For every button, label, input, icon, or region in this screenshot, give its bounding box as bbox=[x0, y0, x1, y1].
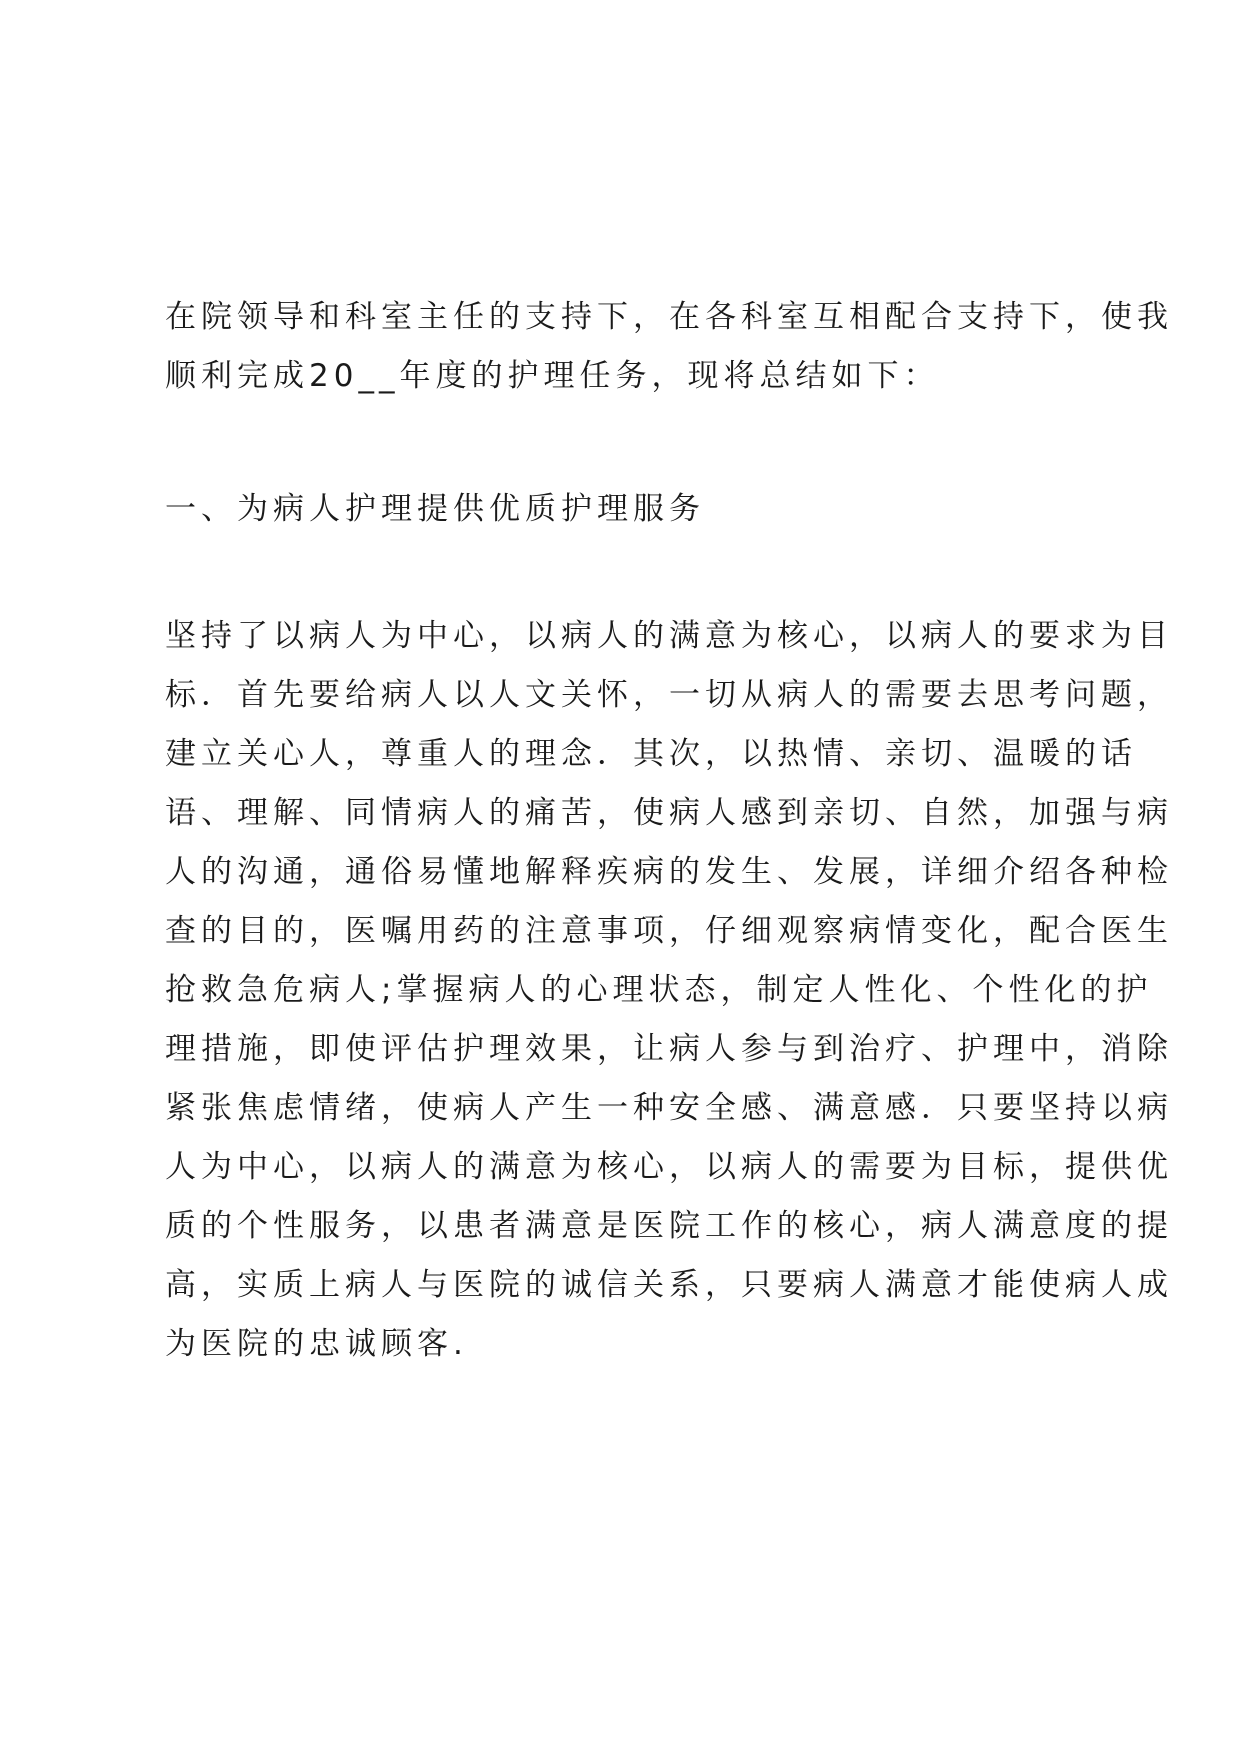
paragraph-line: 建立关心人，尊重人的理念．其次，以热情、亲切、温暖的话 bbox=[165, 736, 1137, 772]
section-heading-block bbox=[165, 480, 1095, 539]
paragraph-line: 标．首先要给病人以人文关怀，一切从病人的需要去思考问题， bbox=[165, 677, 1173, 713]
paragraph-line: 紧张焦虑情绪，使病人产生一种安全感、满意感．只要坚持以病 bbox=[165, 1090, 1173, 1126]
body-paragraph bbox=[165, 607, 1173, 1374]
paragraph-line: 理措施，即使评估护理效果，让病人参与到治疗、护理中，消除 bbox=[165, 1031, 1173, 1067]
paragraph-line: 高，实质上病人与医院的诚信关系，只要病人满意才能使病人成 bbox=[165, 1267, 1173, 1303]
paragraph-line: 抢救急危病人;掌握病人的心理状态，制定人性化、个性化的护 bbox=[165, 972, 1153, 1008]
paragraph-line: 坚持了以病人为中心，以病人的满意为核心，以病人的要求为目 bbox=[165, 618, 1173, 654]
paragraph-line: 在院领导和科室主任的支持下，在各科室互相配合支持下，使我 bbox=[165, 299, 1173, 335]
paragraph-line: 顺利完成20__年度的护理任务，现将总结如下： bbox=[165, 358, 940, 394]
intro-paragraph bbox=[165, 288, 1173, 406]
paragraph-line: 人为中心，以病人的满意为核心，以病人的需要为目标，提供优 bbox=[165, 1149, 1173, 1185]
paragraph-line: 人的沟通，通俗易懂地解释疾病的发生、发展，详细介绍各种检 bbox=[165, 854, 1173, 890]
paragraph-line: 质的个性服务，以患者满意是医院工作的核心，病人满意度的提 bbox=[165, 1208, 1173, 1244]
paragraph-line: 为医院的忠诚顾客. bbox=[165, 1326, 468, 1362]
paragraph-line: 查的目的，医嘱用药的注意事项，仔细观察病情变化，配合医生 bbox=[165, 913, 1173, 949]
paragraph-line: 语、理解、同情病人的痛苦，使病人感到亲切、自然，加强与病 bbox=[165, 795, 1173, 831]
section-heading: 一、为病人护理提供优质护理服务 bbox=[165, 491, 705, 527]
